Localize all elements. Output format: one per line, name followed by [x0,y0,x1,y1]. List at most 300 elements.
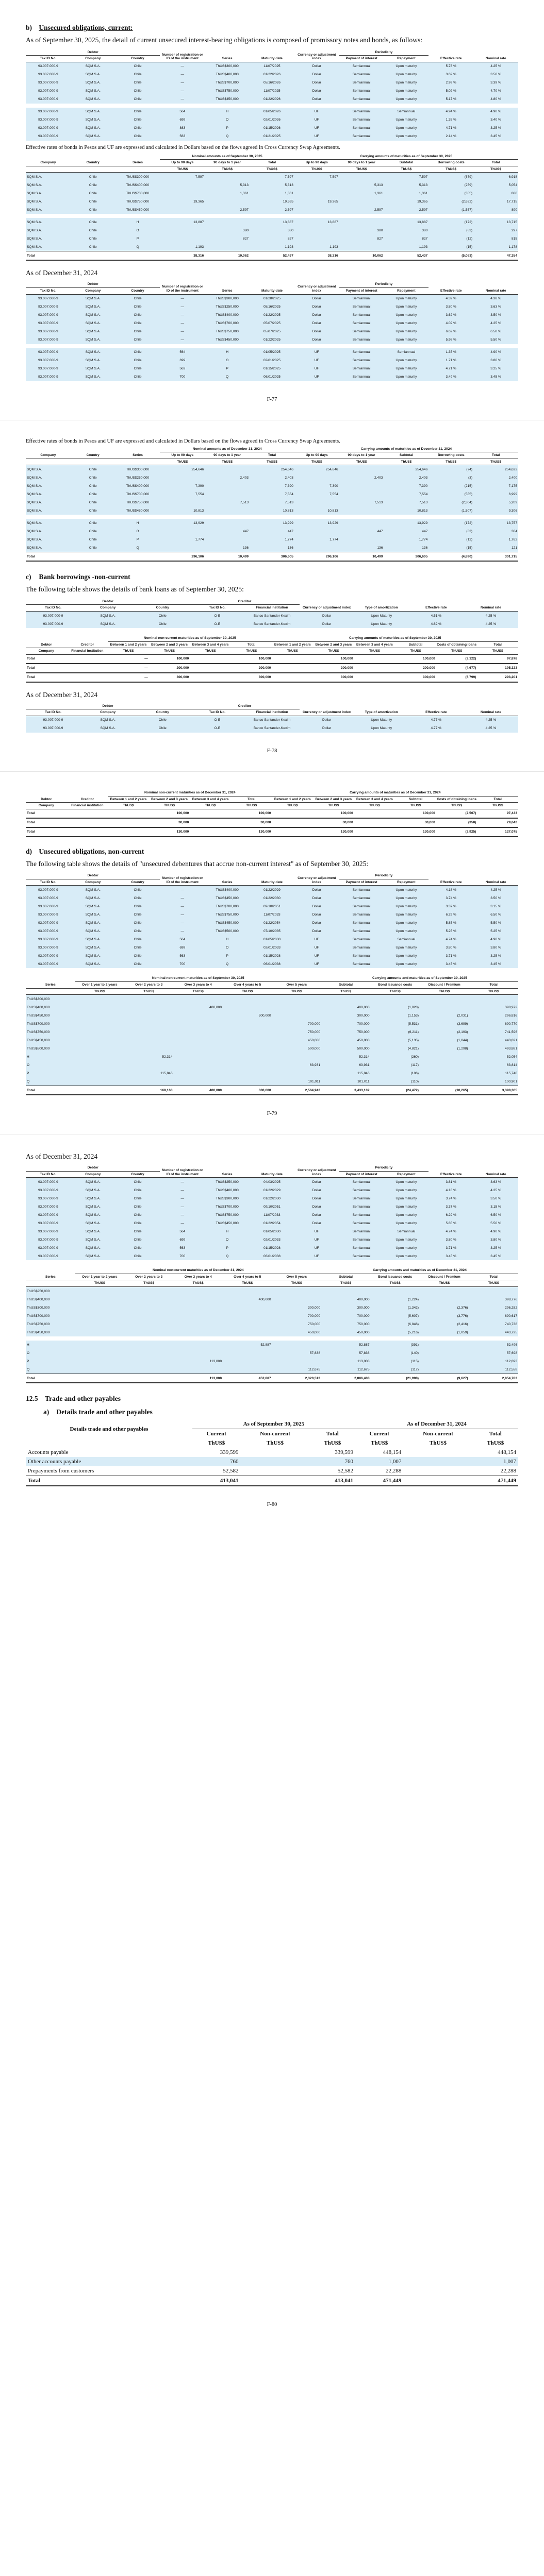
table-cell: 5.85 % [428,919,473,927]
table-cell: 3.80 % [473,357,518,365]
column-header: Repayment [384,1171,429,1178]
table-cell: 93.007.000-9 [26,87,71,95]
table-cell: 3.80 % [473,1235,518,1244]
table-cell: — [160,894,205,902]
column-header: Bond issuance costs [371,981,420,988]
table-cell: ThUS$450,000 [26,1011,75,1020]
column-header: ThUS$ [174,988,223,995]
subtitle-dec-2024: As of December 31, 2024 [26,690,98,699]
table-cell [67,654,108,664]
table-cell [420,1053,469,1061]
table-cell: 93.007.000-9 [26,620,80,628]
table-cell [469,995,519,1004]
table-cell [223,1044,272,1053]
table-cell: ThUS$450,000 [116,506,160,515]
table-cell: Semiannual [339,1186,384,1194]
table-cell: SQM S.A. [71,348,116,357]
table-cell: 09/10/2051 [250,1202,294,1211]
table-cell: 5.17 % [428,95,473,104]
column-header: ThUS$ [272,648,313,655]
table-cell: ThUS$400,000 [26,1003,75,1011]
table-cell: 1,774 [250,535,294,544]
table-cell: Chile [71,234,116,243]
column-header: 90 days to 1 year [205,160,250,166]
column-header: Non-current [423,1431,453,1437]
table-cell: Chile [116,319,160,328]
table-cell: 4.71 % [428,365,473,373]
table-cell: 1,193 [250,243,294,251]
section-heading-12-5-a [26,1408,518,1416]
table-cell: Semiannual [384,1227,429,1235]
current-bonds-dec-table [26,281,518,381]
table-cell: Chile [71,181,116,189]
table-cell: 2,564,942 [272,1086,322,1095]
table-cell: SQM S.A. [26,519,71,527]
table-cell: ThUS$750,000 [26,1028,75,1036]
table-cell: 38,316 [160,251,205,261]
section-heading-12-5 [26,1395,518,1403]
table-cell: 700,000 [321,1312,371,1320]
table-cell [223,1077,272,1086]
table-row [26,1003,518,1011]
table-cell [321,1287,371,1296]
table-cell: 100,000 [231,654,272,664]
table-row [26,1466,518,1476]
table-cell [339,218,384,226]
table-cell: 296,106 [160,552,205,562]
table-cell: 4.74 % [428,1227,473,1235]
table-cell: — [160,927,205,935]
column-header: Between 2 and 3 years [149,796,190,803]
table-cell: 30,000 [231,818,272,827]
table-cell: 1,361 [384,189,429,197]
table-cell: ThUS$750,000 [116,197,160,206]
table-cell: SQM S.A. [26,173,71,181]
column-header: Subtotal [395,796,436,803]
header-row [26,166,518,173]
trade-payables-table [26,1419,518,1486]
column-header: Over 2 years to 3 [124,1274,174,1280]
column-header: Periodicity [339,1165,429,1171]
table-row [26,952,518,960]
table-cell: (2,567) [436,809,477,818]
table-cell: Upon maturity [384,894,429,902]
table-cell: 3.71 % [428,1244,473,1252]
table-cell [160,473,205,482]
table-cell: 471,449 [473,1476,518,1486]
column-header: Country [71,154,116,166]
table-cell: SQM S.A. [26,544,71,552]
table-cell: 293,201 [477,673,518,682]
table-cell: SQM S.A. [71,1227,116,1235]
table-cell: 7,554 [250,490,294,498]
table-cell [272,995,322,1004]
column-header: ThUS$ [487,1440,504,1447]
table-cell: 254,622 [473,465,518,474]
column-header: Between 3 and 4 years [354,796,395,803]
table-cell: P [116,234,160,243]
table-cell [174,1077,223,1086]
header-row [26,154,518,160]
column-header: Over 3 years to 4 [174,1274,223,1280]
table-cell: SQM S.A. [80,612,135,620]
table-cell: 11/07/2033 [250,1211,294,1219]
table-cell: (1,342) [371,1303,420,1312]
column-header: Total [469,981,519,988]
table-cell [294,181,339,189]
table-cell: 5.50 % [473,1219,518,1227]
column-header: Financial institution [244,605,299,612]
column-header: Country [116,288,160,295]
table-cell [26,344,518,348]
table-cell [75,1069,125,1077]
section-title: Unsecured obligations, non-current [39,847,144,855]
column-header: Nominal rate [464,599,518,612]
table-cell: Q [205,960,250,968]
table-cell: SQM S.A. [71,87,116,95]
table-row [26,197,518,206]
table-cell: 7,554 [384,490,429,498]
table-cell: 750,000 [321,1320,371,1328]
bank-borrowings-amounts-dec-table [26,790,518,837]
column-header: Maturity date [250,1165,294,1178]
table-cell: SQM S.A. [26,506,71,515]
document-page [26,0,518,1507]
table-cell: 564 [160,108,205,116]
table-cell: 815 [473,234,518,243]
table-cell: 93.007.000-9 [26,303,71,311]
table-cell [272,818,313,827]
column-header: Effective rate [428,49,473,62]
table-cell [420,995,469,1004]
table-cell: 827 [250,234,294,243]
table-cell: UF [294,943,339,952]
column-header: Between 1 and 2 years [108,796,149,803]
table-cell: 699 [160,116,205,124]
column-header: Debtor [26,790,67,803]
table-cell [321,995,371,1004]
table-cell [124,1357,174,1365]
table-cell: 47,354 [473,251,518,261]
table-cell: Upon maturity [384,294,429,303]
column-header: Country [135,709,190,716]
column-header: Costs of obtaining loans [436,796,477,803]
table-cell: 4.90 % [473,935,518,943]
table-cell: Chile [116,943,160,952]
table-cell: 300,000 [149,673,190,682]
table-cell: 10,062 [205,251,250,261]
table-cell [160,234,205,243]
table-cell [174,995,223,1004]
table-cell: (2,122) [436,654,477,664]
table-cell: 4.90 % [473,348,518,357]
table-row [26,527,518,535]
column-header: ThUS$ [354,803,395,809]
table-cell: Semiannual [339,95,384,104]
table-cell: 7,554 [294,490,339,498]
table-cell: 13,887 [294,218,339,226]
table-row [26,95,518,104]
table-cell: 4.25 % [464,612,518,620]
table-cell: 13,929 [160,519,205,527]
section-title: Details trade and other payables [56,1408,153,1416]
table-cell: 136 [384,544,429,552]
table-cell: 130,000 [149,827,190,837]
table-cell: SQM S.A. [26,206,71,214]
table-cell: 130,000 [395,827,436,837]
table-cell: 400,000 [174,1003,223,1011]
table-cell: 883 [160,124,205,132]
table-cell [124,1303,174,1312]
table-cell: 93.007.000-9 [26,1178,71,1187]
section-title: Bank borrowings -non-current [39,573,130,581]
column-header: Nominal amounts as of December 31, 2024 [160,446,294,452]
table-cell [124,1365,174,1374]
table-cell: 4.18 % [428,886,473,894]
table-cell [160,226,205,234]
table-cell: 5,313 [205,181,250,189]
table-cell: 52,054 [469,1053,519,1061]
column-header: Repayment [384,879,429,886]
table-cell: Semiannual [339,311,384,319]
table-cell: Total [26,673,67,682]
table-cell: Chile [116,71,160,79]
table-cell: ThUS$450,000 [116,206,160,214]
table-cell: UF [294,132,339,141]
table-cell: Upon maturity [384,919,429,927]
table-cell: ThUS$700,000 [116,189,160,197]
table-cell: 380 [205,226,250,234]
table-cell: 01/22/2054 [250,919,294,927]
column-header: ThUS$ [190,803,231,809]
table-cell [174,1287,223,1296]
table-cell: 300,000 [231,673,272,682]
table-row [26,328,518,336]
table-cell: 93.007.000-9 [26,357,71,365]
table-cell: Dollar [300,724,354,733]
column-header: Nominal rate [473,281,518,294]
column-header: Between 2 and 3 years [149,641,190,648]
table-cell: 63,814 [469,1061,519,1069]
table-cell: Chile [71,189,116,197]
note-pesos-uf: Effective rates of bonds in Pesos and UF are expressed and calculated in Dollars based on the flows agreed in Cross Currency Swap Agreements. [26,438,340,444]
table-cell: Upon maturity [384,886,429,894]
table-cell: 1,178 [473,243,518,251]
table-row [26,218,518,226]
table-row [26,1069,518,1077]
table-cell: SQM S.A. [80,620,135,628]
total-row [26,654,518,664]
table-cell: (2,416) [420,1320,469,1328]
table-cell [124,1320,174,1328]
table-cell: 93.007.000-9 [26,1252,71,1260]
table-cell: 750,000 [272,1320,322,1328]
column-header: Between 3 and 4 years [190,796,231,803]
table-row [26,490,518,498]
table-cell: SQM S.A. [71,1235,116,1244]
table-cell [205,218,250,226]
column-header: ThUS$ [190,648,231,655]
note-pesos-uf: Effective rates of bonds in Pesos and UF are expressed and calculated in Dollars based on the flows agreed in Cross Currency Swap Agreements. [26,144,340,150]
table-cell: Chile [116,902,160,910]
table-cell: Upon maturity [384,1211,429,1219]
table-cell: ThUS$450,000 [205,95,250,104]
table-cell: ThUS$750,000 [205,910,250,919]
table-row [26,498,518,506]
table-row [26,1020,518,1028]
table-cell: Semiannual [339,1211,384,1219]
column-header: Nominal non-current maturities as of September 30, 2025 [108,635,272,641]
table-cell: 4.51 % [409,612,464,620]
column-header: ThUS$ [371,1440,388,1447]
table-cell: Upon maturity [384,124,429,132]
column-header: Subtotal [321,981,371,988]
table-cell: Semiannual [339,348,384,357]
table-cell: 1,007 [355,1457,403,1466]
table-cell [75,1053,125,1061]
table-cell [420,1077,469,1086]
table-cell: H [26,1341,75,1349]
table-cell: O [205,1235,250,1244]
table-row [26,319,518,328]
table-cell: Chile [116,952,160,960]
table-cell: 7,513 [339,498,384,506]
table-cell: Total [26,251,71,261]
table-cell: ThUS$400,000 [205,1186,250,1194]
table-cell: Chile [116,935,160,943]
table-cell: 564 [160,1227,205,1235]
table-cell: Chile [116,348,160,357]
table-cell [190,809,231,818]
table-cell: 699 [160,943,205,952]
table-cell: 93.007.000-9 [26,1244,71,1252]
table-cell: — [160,910,205,919]
table-cell: 2,597 [339,206,384,214]
table-row [26,1252,518,1260]
table-row [26,1036,518,1044]
table-cell [420,1357,469,1365]
table-cell: 2.99 % [428,79,473,87]
table-cell: 200,000 [149,664,190,673]
table-cell: (140) [371,1349,420,1357]
table-cell [354,673,395,682]
table-cell [174,1069,223,1077]
column-header: Payment of interest [339,879,384,886]
table-cell: P [205,952,250,960]
column-header: ThUS$ [384,166,429,173]
table-cell: 52,582 [223,1468,239,1475]
table-cell [160,544,205,552]
table-cell: SQM S.A. [71,927,116,935]
table-cell: Chile [116,1219,160,1227]
section-heading-b [26,24,518,32]
table-cell [294,189,339,197]
table-cell [223,1036,272,1044]
table-cell: SQM S.A. [71,935,116,943]
table-cell: 380 [339,226,384,234]
table-cell: 750,000 [321,1028,371,1036]
table-cell [26,104,518,108]
table-cell [205,482,250,490]
table-cell: 136 [250,544,294,552]
table-cell: Semiannual [339,87,384,95]
table-row [26,1202,518,1211]
table-cell: (1,044) [420,1036,469,1044]
table-cell: Dollar [300,612,354,620]
table-row [26,303,518,311]
table-cell: (2,031) [420,1011,469,1020]
table-cell: ThUS$300,000 [26,1303,75,1312]
column-header: Creditor [190,599,299,605]
table-cell: 01/22/2030 [250,894,294,902]
table-cell: ThUS$750,000 [116,498,160,506]
table-cell: Semiannual [339,1178,384,1187]
table-cell [174,1053,223,1061]
column-header [116,459,160,465]
table-cell: ThUS$450,000 [205,1219,250,1227]
table-cell: 1,007 [473,1457,518,1466]
table-row [26,1295,518,1303]
table-cell: Semiannual [339,902,384,910]
column-header: Carrying amounts of maturities as of December 31, 2024 [272,790,518,796]
column-header: Tax ID No. [26,709,80,716]
table-row [26,544,518,552]
table-cell: Dollar [294,910,339,919]
table-cell: 3.74 % [428,1194,473,1202]
table-cell [223,1061,272,1069]
table-cell: — [160,87,205,95]
table-cell: (5,216) [371,1328,420,1336]
table-cell: (2,925) [436,827,477,837]
table-cell: Chile [71,490,116,498]
table-cell: (5,083) [428,251,473,261]
column-header: Total [231,641,272,648]
section-number: a) [43,1408,50,1416]
table-cell: 3.15 % [473,902,518,910]
column-header: Series [205,281,250,294]
table-cell: 93.007.000-9 [26,960,71,968]
table-cell: 52,437 [384,251,429,261]
table-cell: 4.18 % [428,1186,473,1194]
table-cell: 13,929 [384,519,429,527]
table-cell: 3,398,365 [469,1086,519,1095]
table-cell: Upon maturity [384,1202,429,1211]
table-cell: 01/22/2026 [250,71,294,79]
table-cell: 93.007.000-9 [26,319,71,328]
table-cell: SQM S.A. [26,498,71,506]
table-cell: — [160,79,205,87]
table-cell: Upon maturity [384,1194,429,1202]
table-cell [294,206,339,214]
table-row [26,506,518,515]
table-cell: 93.007.000-9 [26,79,71,87]
table-cell: 7,175 [473,482,518,490]
table-cell [108,809,149,818]
column-header: Tax ID No. [190,605,244,612]
table-row [26,173,518,181]
table-cell: Dollar [294,1211,339,1219]
table-cell: 254,646 [384,465,429,474]
column-header: Up to 90 days [294,452,339,459]
table-cell: 413,041 [310,1476,355,1486]
table-cell: SQM S.A. [71,328,116,336]
table-cell: 6.29 % [428,910,473,919]
table-cell [420,1349,469,1357]
table-cell: (6,211) [371,1028,420,1036]
table-cell [223,1328,272,1336]
column-header: Currency or adjustment index [294,281,339,294]
table-cell: (1,557) [428,206,473,214]
